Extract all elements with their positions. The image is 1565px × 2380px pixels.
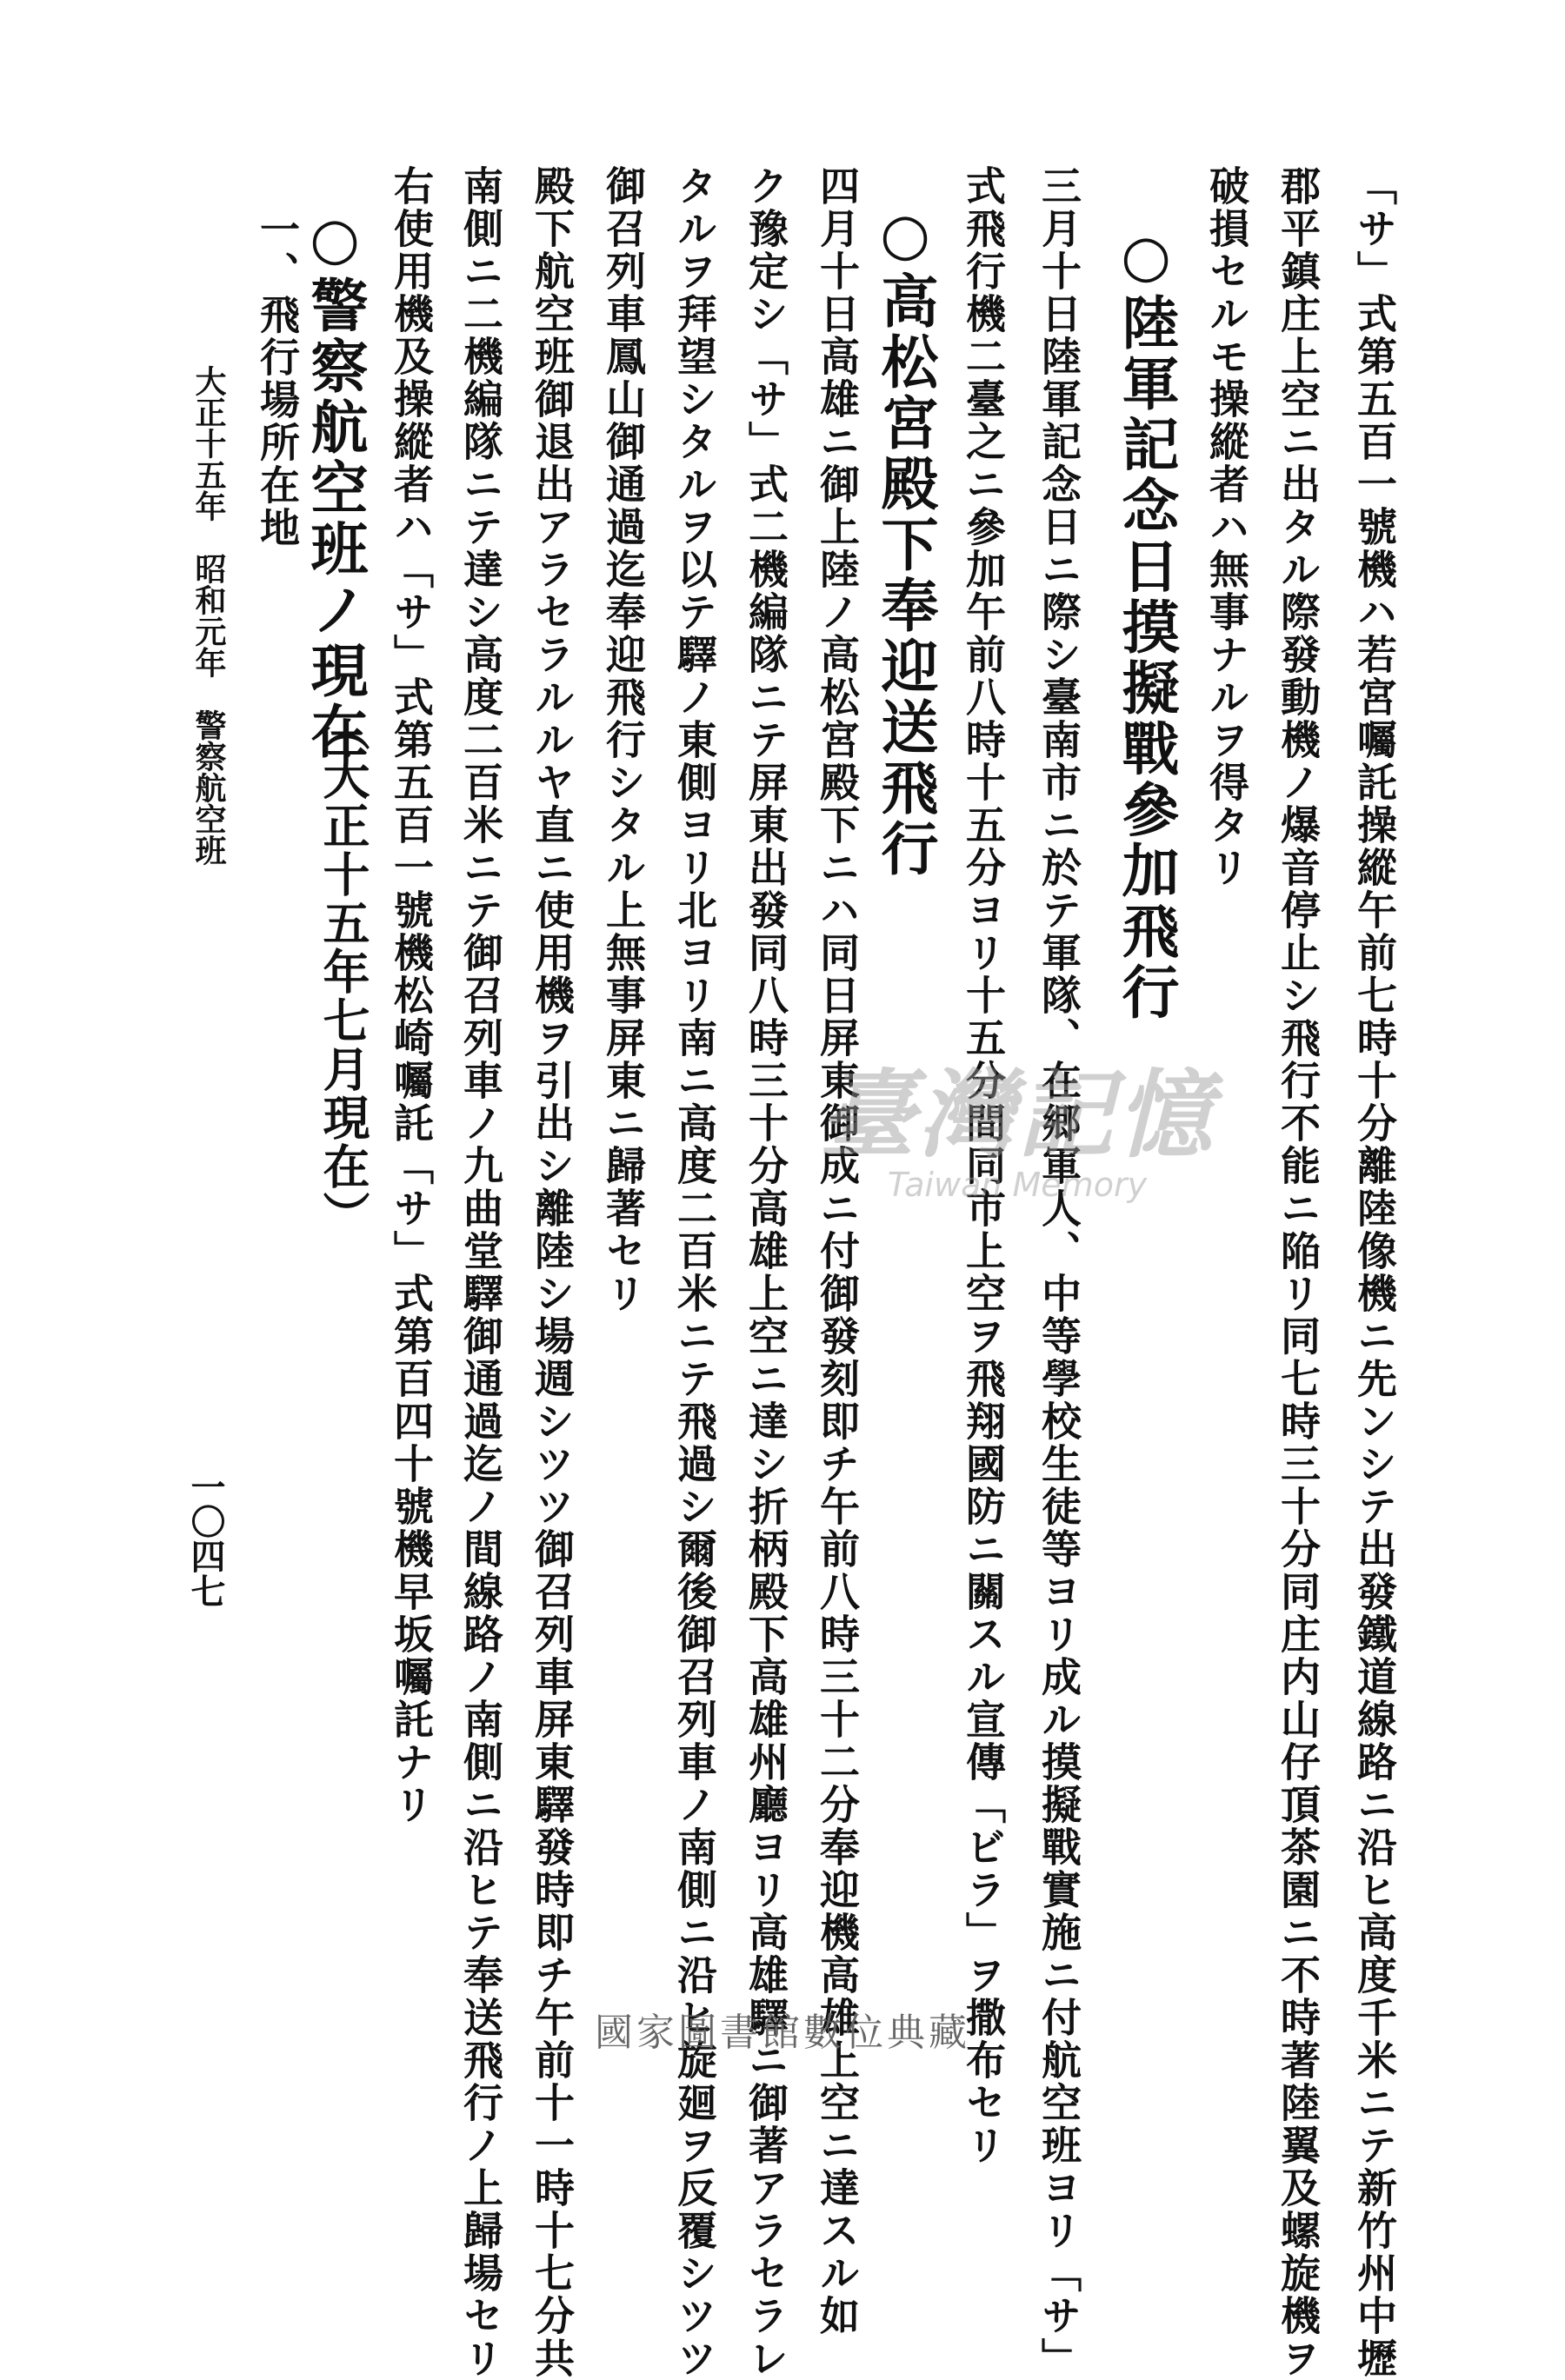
- text-column-12: 右使用機及操縱者ハ「サ」式第五百一號機松崎囑託「サ」式第百四十號機早坂囑託ナリ: [388, 165, 435, 1826]
- text-column-8: タルヲ拜望シタルヲ以テ驛ノ東側ヨリ北ヨリ南ニ高度二百米ニテ飛過シ爾後御召列車ノ南側ニ沿ヒ旋廻ヲ反覆シツツ: [671, 165, 718, 2380]
- watermark-chinese-text: 臺灣記憶: [819, 1059, 1215, 1171]
- text-column-10: 殿下航空班御退出アラセラルルヤ直ニ使用機ヲ引出シ離陸シ場週シツツ御召列車屏東驛發時即チ午前十一時十七分共: [529, 165, 576, 2380]
- text-column-2: 郡平鎮庄上空ニ出タル際發動機ノ爆音停止シ飛行不能ニ陥リ同七時三十分同庄内山仔頂茶園ニ不時著陸翼及螺旋機ヲ: [1275, 165, 1322, 2380]
- section-heading-takamatsu: ○高松宮殿下奉迎送飛行: [871, 200, 939, 880]
- page-number: 一〇四七: [185, 1469, 226, 1608]
- list-item-airfield-location: 一、飛行場所在地: [254, 209, 301, 549]
- text-column-1: 「サ」式第五百一號機ハ若宮囑託操縱午前七時十分離陸像機ニ先ンシテ出發鐵道線路ニ沿ヒ高度千米ニテ新竹州中壢: [1351, 165, 1398, 2380]
- section-heading-army-day: ○陸軍記念日摸擬戰參加飛行: [1112, 222, 1180, 1023]
- text-column-7: ク豫定シ「サ」式二機編隊ニテ屏東出發同八時三十分高雄上空ニ達シ折柄殿下高雄州廳ヨリ高雄驛ニ御著アラセラレ: [743, 165, 789, 2380]
- section-heading-police-aviation: ○警察航空班ノ現在: [301, 204, 369, 762]
- text-column-5: 式飛行機二臺之ニ參加午前八時十五分ヨリ十五分間同市上空ヲ飛翔國防ニ關スル宣傳「ビラ」ヲ撒布セリ: [960, 165, 1007, 2167]
- text-column-9: 御召列車鳳山御通過迄奉迎飛行シタル上無事屏東ニ歸著セリ: [600, 165, 647, 1315]
- text-column-3: 破損セルモ操縱者ハ無事ナルヲ得タリ: [1203, 165, 1250, 889]
- text-column-11: 南側ニ二機編隊ニテ達シ高度二百米ニテ御召列車ノ九曲堂驛御通過迄ノ間線路ノ南側ニ沿ヒテ奉送飛行ノ上歸場セリ: [457, 165, 504, 2380]
- section-subheading-date: （大正十五年七月現在）: [316, 704, 371, 1240]
- library-footer: 國家圖書館數位典藏: [595, 2011, 970, 2055]
- watermark-english-text: Taiwan Memory: [887, 1166, 1148, 1204]
- text-column-6: 四月十日高雄ニ御上陸ノ高松宮殿下ニハ同日屏東御成ニ付御發刻即チ午前八時三十二分奉迎機高雄上空ニ達スル如: [814, 165, 861, 2337]
- text-column-4: 三月十日陸軍記念日ニ際シ臺南市ニ於テ軍隊、在郷軍人、中等學校生徒等ヨリ成ル摸擬戰實施ニ付航空班ヨリ「サ」: [1036, 165, 1082, 2380]
- running-header: 大正十五年 昭和元年 警察航空班: [190, 365, 227, 866]
- taiwan-memory-watermark: [800, 1039, 1235, 1204]
